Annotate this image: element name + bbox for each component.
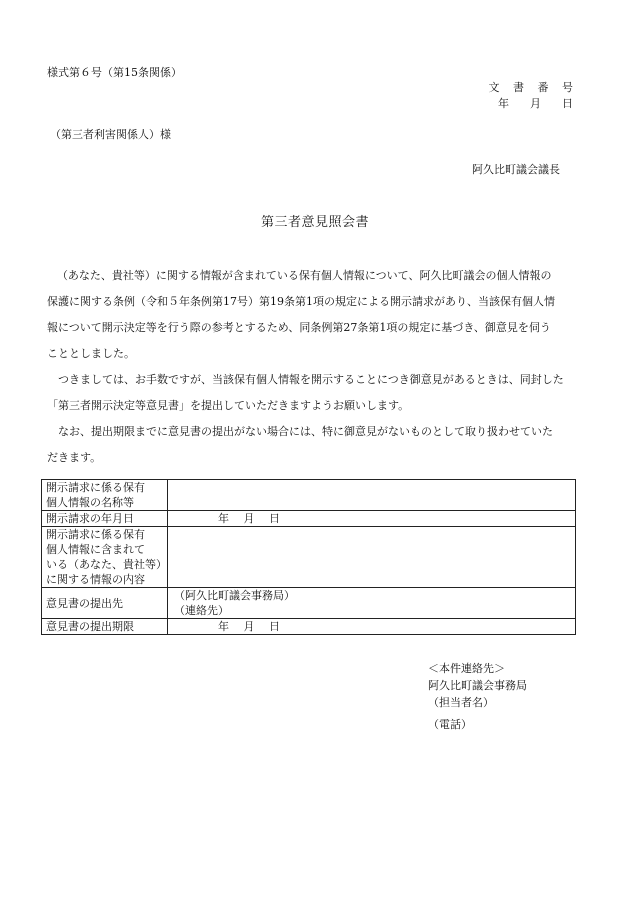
body-line: こととしました。 — [47, 347, 135, 360]
value-line: 年 月 日 — [174, 620, 280, 633]
table-row — [42, 527, 576, 588]
sender: 阿久比町議会議長 — [472, 163, 560, 176]
contact-person: （担当者名） — [428, 696, 494, 709]
form-number: 様式第６号（第15条関係） — [47, 66, 182, 79]
table-value — [168, 619, 576, 635]
label-line: 意見書の提出期限 — [46, 620, 134, 633]
label-line: 個人情報の名称等 — [46, 496, 134, 509]
table-value — [168, 588, 576, 619]
table-value — [168, 480, 576, 511]
table-label — [42, 511, 168, 527]
document-meta — [489, 80, 579, 112]
table-row — [42, 480, 576, 511]
contact-phone: （電話） — [428, 718, 472, 731]
table-row — [42, 588, 576, 619]
contact-office: 阿久比町議会事務局 — [428, 679, 527, 692]
info-table — [41, 479, 576, 635]
table-label — [42, 527, 168, 588]
label-line: 意見書の提出先 — [46, 596, 123, 610]
table-label — [42, 619, 168, 635]
value-line: （連絡先） — [174, 604, 229, 617]
addressee: （第三者利害関係人）様 — [50, 128, 171, 141]
body-line: なお、提出期限までに意見書の提出がない場合には、特に御意見がないものとして取り扱わせていた — [47, 425, 553, 438]
label-line: 個人情報に含まれて — [46, 543, 145, 556]
label-line: 開示請求に係る保有 — [46, 481, 145, 494]
document-number: 文 書 番 号 — [488, 81, 578, 94]
label-line: 開示請求の年月日 — [46, 512, 134, 525]
value-line: 年 月 日 — [174, 512, 280, 525]
table-label — [42, 588, 168, 619]
label-line: いる（あなた、貴社等） — [46, 558, 167, 571]
body-line: （あなた、貴社等）に関する情報が含まれている保有個人情報について、阿久比町議会の個人情報の — [56, 269, 552, 282]
body-line: だきます。 — [47, 451, 102, 464]
contact-heading: ＜本件連絡先＞ — [428, 662, 505, 675]
label-line: 開示請求に係る保有 — [46, 528, 145, 541]
table-value — [168, 527, 576, 588]
body-text — [47, 263, 587, 471]
value-line: （阿久比町議会事務局） — [174, 589, 295, 602]
body-line: 「第三者開示決定等意見書」を提出していただきますようお願いします。 — [47, 399, 410, 412]
table-row — [42, 511, 576, 527]
document-date: 年 月 日 — [498, 97, 578, 110]
page-title: 第三者意見照会書 — [260, 215, 369, 230]
label-line: に関する情報の内容 — [46, 573, 145, 586]
table-label — [42, 480, 168, 511]
table-value — [168, 511, 576, 527]
contact-block — [428, 660, 527, 733]
table-row — [42, 619, 576, 635]
body-line: 保護に関する条例（令和５年条例第17号）第19条第1項の規定による開示請求があり、当該保有個人情 — [47, 295, 555, 308]
body-line: 報について開示決定等を行う際の参考とするため、同条例第27条第1項の規定に基づき、御意見を伺う — [47, 321, 551, 334]
body-line: つきましては、お手数ですが、当該保有個人情報を開示することにつき御意見があるときは、同封した — [47, 373, 564, 386]
